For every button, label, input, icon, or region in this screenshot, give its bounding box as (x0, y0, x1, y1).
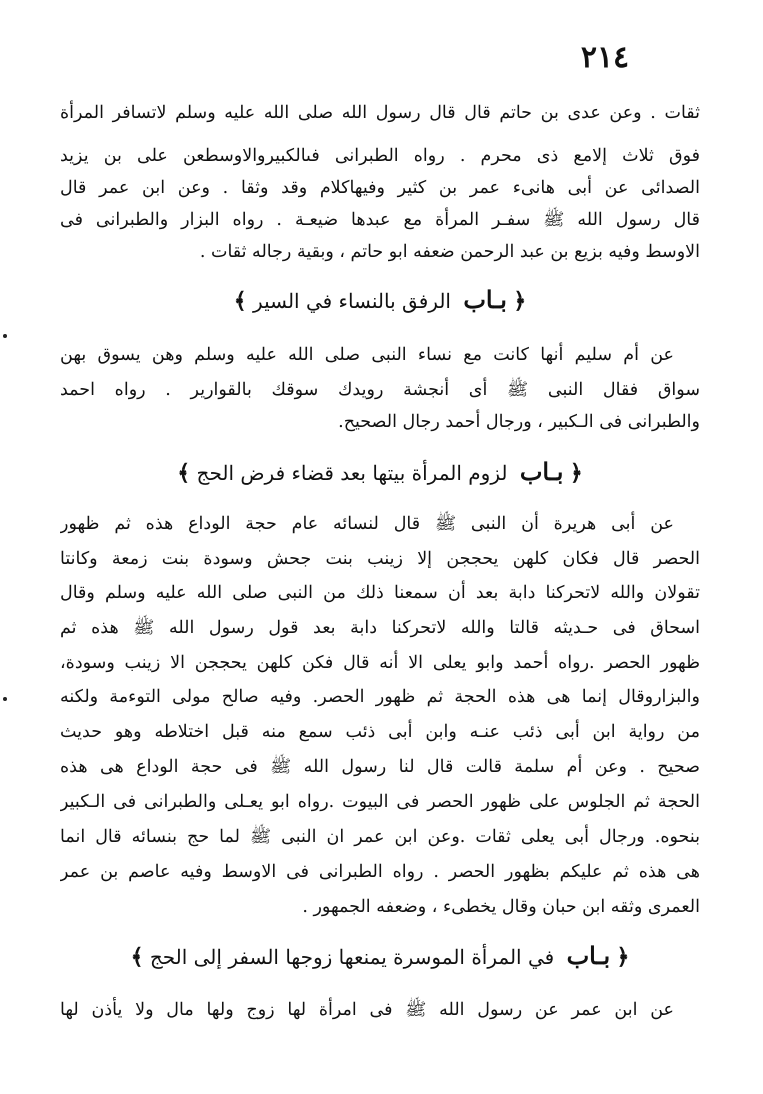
chapter-heading (60, 938, 700, 975)
text-line: من رواية ابن أبى ذئب عنـه وابن أبى ذئب سمع منه قبل اختلاطه وهو حديث (60, 722, 700, 742)
heading-bracket-close: ﴾ (233, 288, 247, 314)
heading-bab: بـاب (463, 285, 507, 314)
text-line: الحجة ثم الجلوس على ظهور الحصر فى البيوت .رواه ابو يعـلى والطبرانى فى الـكبير (60, 792, 700, 812)
text-line: الحصر قال فكان كلهن يحججن إلا زينب بنت جحش وسودة بنت زمعة وكانتا (60, 549, 700, 569)
text-line: فوق ثلاث إلامع ذى محرم . رواه الطبرانى فىالكبيروالاوسطعن على بن يزيد (60, 146, 700, 166)
text-line: بنحوه. ورجال أبى يعلى ثقات .وعن ابن عمر ان النبى ﷺ لما حج بنسائه قال انما (60, 827, 700, 847)
heading-title: الرفق بالنساء في السير (253, 289, 451, 313)
scan-speck (3, 334, 7, 338)
text-line: هى هذه ثم عليكم بظهور الحصر . رواه الطبرانى فى الاوسط وفيه عاصم بن عمر (60, 862, 700, 882)
heading-bracket-open: ﴿ (616, 944, 630, 970)
page-number: ٢١٤ (580, 40, 630, 75)
text-line: ظهور الحصر .رواه أحمد وابو يعلى الا أنه قال فكن كلهن يحججن الا زينب وسودة، (60, 653, 700, 673)
text-line: عن ابن عمر عن رسول الله ﷺ فى امرأة لها زوج ولها مال ولا يأذن لها (60, 1000, 674, 1020)
text-line: سواق فقال النبى ﷺ أى أنجشة رويدك سوقك بالقوارير . رواه احمد (60, 380, 700, 400)
text-line: العمرى وثقه ابن حبان وقال يخطىء ، وضعفه الجمهور . (302, 897, 700, 917)
heading-bracket-open: ﴿ (513, 288, 527, 314)
text-line: قال رسول الله ﷺ سفـر المرأة مع عبدها ضيعـة . رواه البزار والطبرانى فى (60, 210, 700, 230)
heading-bab: بـاب (566, 941, 611, 970)
heading-bracket-close: ﴾ (130, 944, 144, 970)
heading-bracket-open: ﴿ (569, 460, 583, 486)
heading-bab: بـاب (519, 457, 564, 486)
heading-bracket-close: ﴾ (177, 460, 191, 486)
chapter-heading (60, 282, 700, 319)
heading-title: لزوم المرأة بيتها بعد قضاء فرض الحج (196, 461, 508, 485)
text-line: الاوسط وفيه بزيع بن عبد الرحمن ضعفه ابو حاتم ، وبقية رجاله ثقات . (199, 242, 700, 262)
text-line: اسحاق فى حـديثه قالتا والله لاتحركنا دابة بعد قول رسول الله ﷺ هذه ثم (60, 618, 700, 638)
text-line: تقولان والله لاتحركنا دابة بعد أن سمعنا ذلك من النبى صلى الله عليه وسلم وقال (60, 583, 700, 603)
scan-speck (3, 697, 7, 701)
text-line: الصدائى عن أبى هانىء عمر بن كثير وفيهاكلام وقد وثقا . وعن ابن عمر قال (60, 178, 700, 198)
heading-title: في المرأة الموسرة يمنعها زوجها السفر إلى الحج (149, 945, 555, 969)
text-line: والطبرانى فى الـكبير ، ورجال أحمد رجال الصحيح. (338, 412, 700, 432)
text-line: والبزاروقال إنما هى هذه الحجة ثم ظهور الحصر. وفيه صالح مولى التوءمة ولكنه (60, 687, 700, 707)
text-line: ثقات . وعن عدى بن حاتم قال قال رسول الله صلى الله عليه وسلم لاتسافر المرأة (60, 103, 700, 123)
text-line: عن أم سليم أنها كانت مع نساء النبى صلى الله عليه وسلم وهن يسوق بهن (60, 345, 674, 365)
chapter-heading (60, 454, 700, 491)
text-line: صحيح . وعن أم سلمة قالت قال لنا رسول الله ﷺ فى حجة الوداع هى هذه (60, 757, 700, 777)
text-line: عن أبى هريرة أن النبى ﷺ قال لنسائه عام حجة الوداع هذه ثم ظهور (60, 514, 674, 534)
